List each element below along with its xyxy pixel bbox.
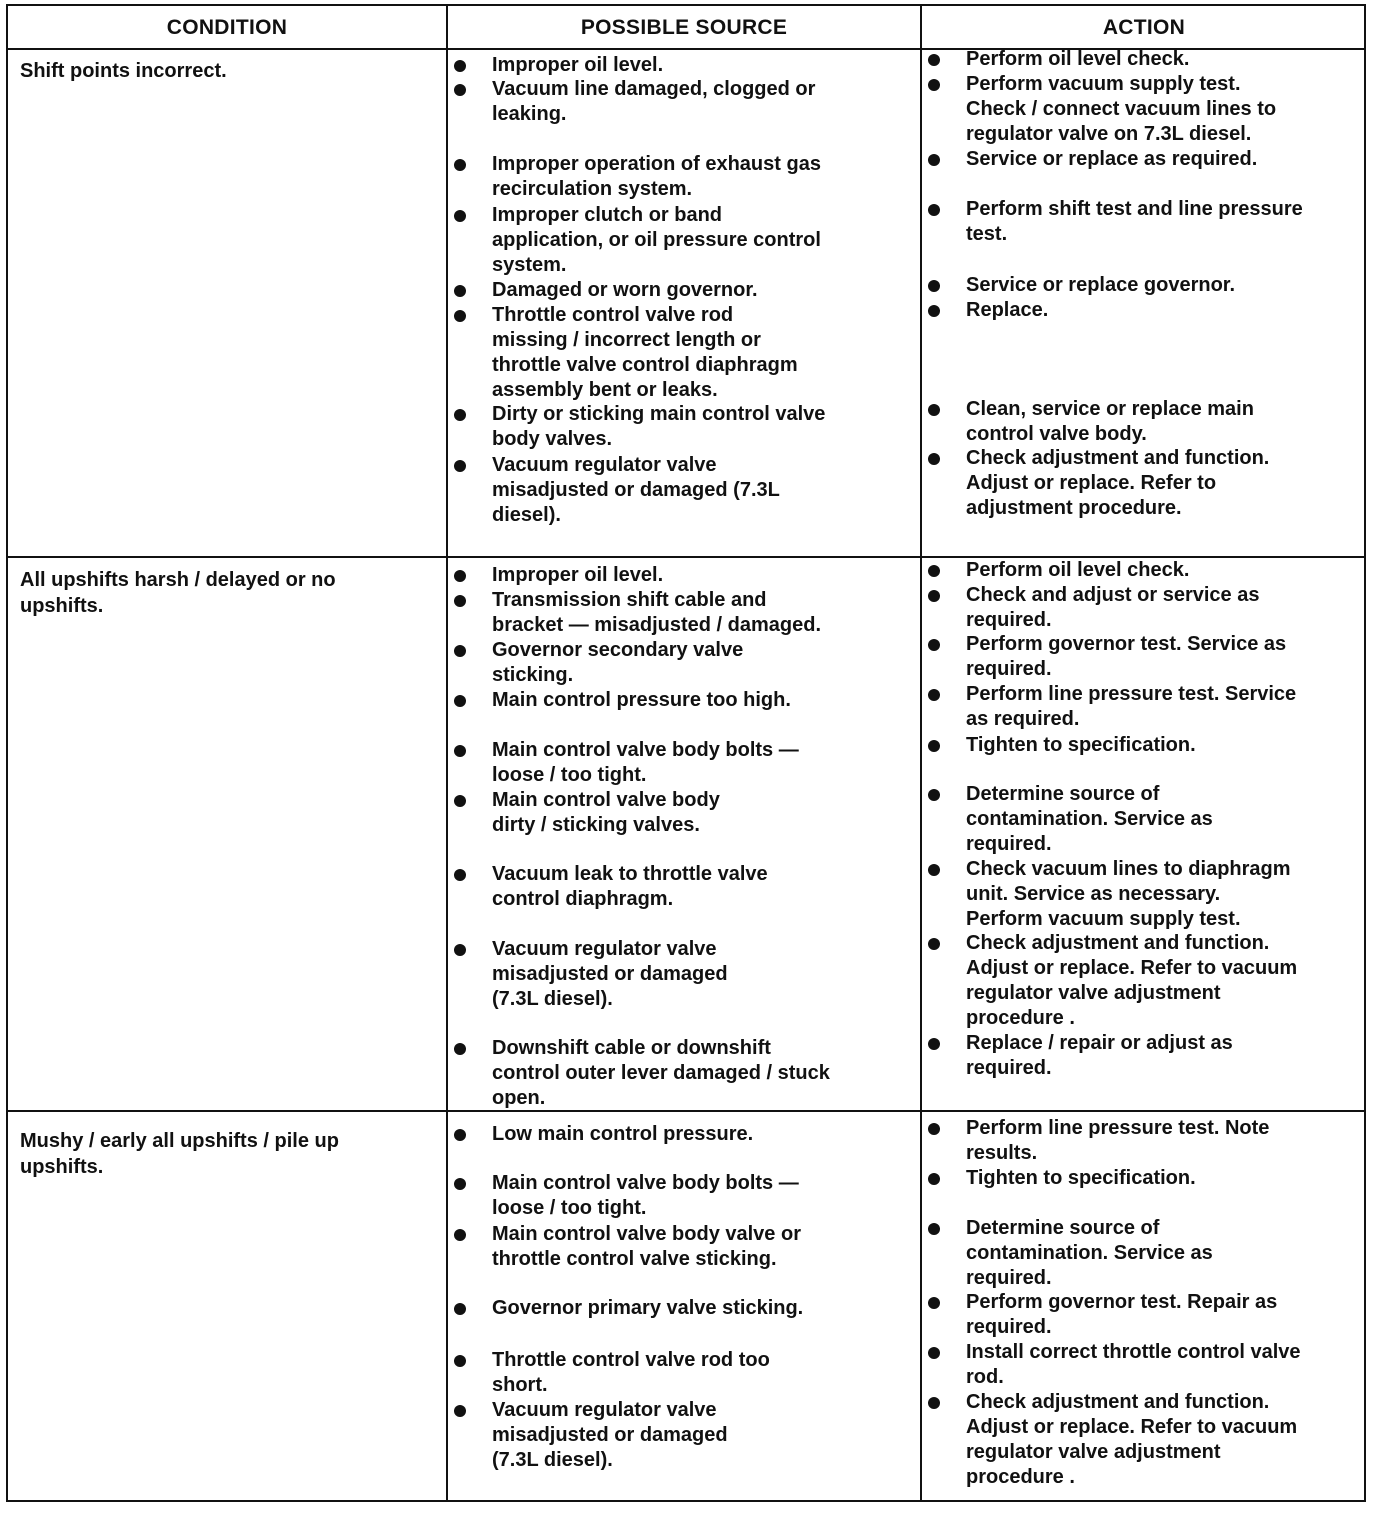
list-item: Improper oil level. bbox=[448, 563, 918, 588]
bullet-icon bbox=[454, 310, 466, 322]
header-possible-source: POSSIBLE SOURCE bbox=[580, 16, 788, 39]
bullet-icon bbox=[928, 789, 940, 801]
list-item: Vacuum regulator valve misadjusted or damaged (7.3L diesel). bbox=[448, 1398, 918, 1473]
list-item: Main control valve body valve or throttle control valve sticking. bbox=[448, 1222, 918, 1272]
list-item: Throttle control valve rod too short. bbox=[448, 1348, 918, 1398]
list-item: Vacuum leak to throttle valve control diaphragm. bbox=[448, 862, 918, 912]
list-item: Determine source of contamination. Service as required. bbox=[922, 1216, 1366, 1291]
list-item: Vacuum line damaged, clogged or leaking. bbox=[448, 77, 918, 127]
list-item: Service or replace governor. bbox=[922, 273, 1366, 298]
list-item: Perform oil level check. bbox=[922, 47, 1366, 72]
list-item: Check adjustment and function. Adjust or replace. Refer to vacuum regulator valve adjustment procedure . bbox=[922, 931, 1366, 1031]
list-item: Vacuum regulator valve misadjusted or damaged (7.3L diesel). bbox=[448, 937, 918, 1012]
list-item: Damaged or worn governor. bbox=[448, 278, 918, 303]
bullet-icon bbox=[454, 944, 466, 956]
bullet-icon bbox=[454, 159, 466, 171]
bullet-icon bbox=[454, 60, 466, 72]
bullet-icon bbox=[454, 1405, 466, 1417]
list-item: Downshift cable or downshift control outer lever damaged / stuck open. bbox=[448, 1036, 918, 1111]
bullet-icon bbox=[454, 869, 466, 881]
bullet-icon bbox=[454, 695, 466, 707]
bullet-icon bbox=[928, 1297, 940, 1309]
bullet-icon bbox=[454, 595, 466, 607]
bullet-icon bbox=[928, 280, 940, 292]
bullet-icon bbox=[454, 1129, 466, 1141]
list-item: Perform governor test. Repair as required. bbox=[922, 1290, 1366, 1340]
bullet-icon bbox=[454, 1229, 466, 1241]
bullet-icon bbox=[454, 460, 466, 472]
bullet-icon bbox=[454, 1355, 466, 1367]
list-item: Clean, service or replace main control valve body. bbox=[922, 397, 1366, 447]
list-item: Improper operation of exhaust gas recirculation system. bbox=[448, 152, 918, 202]
list-item: Dirty or sticking main control valve body valves. bbox=[448, 402, 918, 452]
bullet-icon bbox=[928, 305, 940, 317]
bullet-icon bbox=[928, 54, 940, 66]
bullet-icon bbox=[454, 1178, 466, 1190]
list-item: Main control valve body bolts — loose / too tight. bbox=[448, 738, 918, 788]
list-item: Install correct throttle control valve rod. bbox=[922, 1340, 1366, 1390]
list-item: Perform line pressure test. Note results. bbox=[922, 1116, 1366, 1166]
list-item: Improper oil level. bbox=[448, 53, 918, 78]
bullet-icon bbox=[928, 154, 940, 166]
bullet-icon bbox=[928, 453, 940, 465]
bullet-icon bbox=[928, 689, 940, 701]
bullet-icon bbox=[928, 404, 940, 416]
list-item: Check and adjust or service as required. bbox=[922, 583, 1366, 633]
bullet-icon bbox=[454, 645, 466, 657]
bullet-icon bbox=[454, 285, 466, 297]
bullet-icon bbox=[928, 938, 940, 950]
bullet-icon bbox=[928, 1397, 940, 1409]
bullet-icon bbox=[928, 1347, 940, 1359]
bullet-icon bbox=[928, 1123, 940, 1135]
bullet-icon bbox=[454, 84, 466, 96]
list-item: Determine source of contamination. Service as required. bbox=[922, 782, 1366, 857]
list-item: Throttle control valve rod missing / incorrect length or throttle valve control diaphragm assembly bent or leaks. bbox=[448, 303, 918, 403]
bullet-icon bbox=[928, 639, 940, 651]
bullet-icon bbox=[928, 1038, 940, 1050]
header-action: ACTION bbox=[1102, 16, 1186, 39]
list-item: Governor secondary valve sticking. bbox=[448, 638, 918, 688]
list-item: Tighten to specification. bbox=[922, 733, 1366, 758]
bullet-icon bbox=[454, 795, 466, 807]
condition-cell: Shift points incorrect. bbox=[20, 60, 227, 82]
list-item: Main control valve body dirty / sticking valves. bbox=[448, 788, 918, 838]
bullet-icon bbox=[454, 1043, 466, 1055]
list-item: Main control pressure too high. bbox=[448, 688, 918, 713]
condition-cell: Mushy / early all upshifts / pile up upshifts. bbox=[20, 1130, 339, 1178]
bullet-icon bbox=[454, 570, 466, 582]
list-item: Main control valve body bolts — loose / too tight. bbox=[448, 1171, 918, 1221]
header-condition: CONDITION bbox=[166, 16, 288, 39]
list-item: Check adjustment and function. Adjust or replace. Refer to vacuum regulator valve adjustment procedure . bbox=[922, 1390, 1366, 1490]
bullet-icon bbox=[928, 864, 940, 876]
bullet-icon bbox=[928, 565, 940, 577]
list-item: Low main control pressure. bbox=[448, 1122, 918, 1147]
list-item: Governor primary valve sticking. bbox=[448, 1296, 918, 1321]
list-item: Tighten to specification. bbox=[922, 1166, 1366, 1191]
bullet-icon bbox=[454, 1303, 466, 1315]
list-item: Perform line pressure test. Service as required. bbox=[922, 682, 1366, 732]
list-item: Replace / repair or adjust as required. bbox=[922, 1031, 1366, 1081]
bullet-icon bbox=[928, 79, 940, 91]
list-item: Vacuum regulator valve misadjusted or damaged (7.3L diesel). bbox=[448, 453, 918, 528]
list-item: Perform vacuum supply test. Check / connect vacuum lines to regulator valve on 7.3L diesel. bbox=[922, 72, 1366, 147]
list-item: Transmission shift cable and bracket — misadjusted / damaged. bbox=[448, 588, 918, 638]
list-item: Improper clutch or band application, or oil pressure control system. bbox=[448, 203, 918, 278]
bullet-icon bbox=[454, 210, 466, 222]
list-item: Check vacuum lines to diaphragm unit. Service as necessary. Perform vacuum supply test. bbox=[922, 857, 1366, 932]
condition-cell: All upshifts harsh / delayed or no upshifts. bbox=[20, 569, 336, 617]
list-item: Check adjustment and function. Adjust or replace. Refer to adjustment procedure. bbox=[922, 446, 1366, 521]
bullet-icon bbox=[454, 409, 466, 421]
list-item: Perform governor test. Service as required. bbox=[922, 632, 1366, 682]
bullet-icon bbox=[928, 204, 940, 216]
list-item: Service or replace as required. bbox=[922, 147, 1366, 172]
list-item: Perform shift test and line pressure test. bbox=[922, 197, 1366, 247]
diagnosis-table bbox=[6, 4, 1366, 1502]
bullet-icon bbox=[928, 590, 940, 602]
list-item: Perform oil level check. bbox=[922, 558, 1366, 583]
bullet-icon bbox=[928, 740, 940, 752]
list-item: Replace. bbox=[922, 298, 1366, 323]
bullet-icon bbox=[928, 1223, 940, 1235]
bullet-icon bbox=[454, 745, 466, 757]
bullet-icon bbox=[928, 1173, 940, 1185]
